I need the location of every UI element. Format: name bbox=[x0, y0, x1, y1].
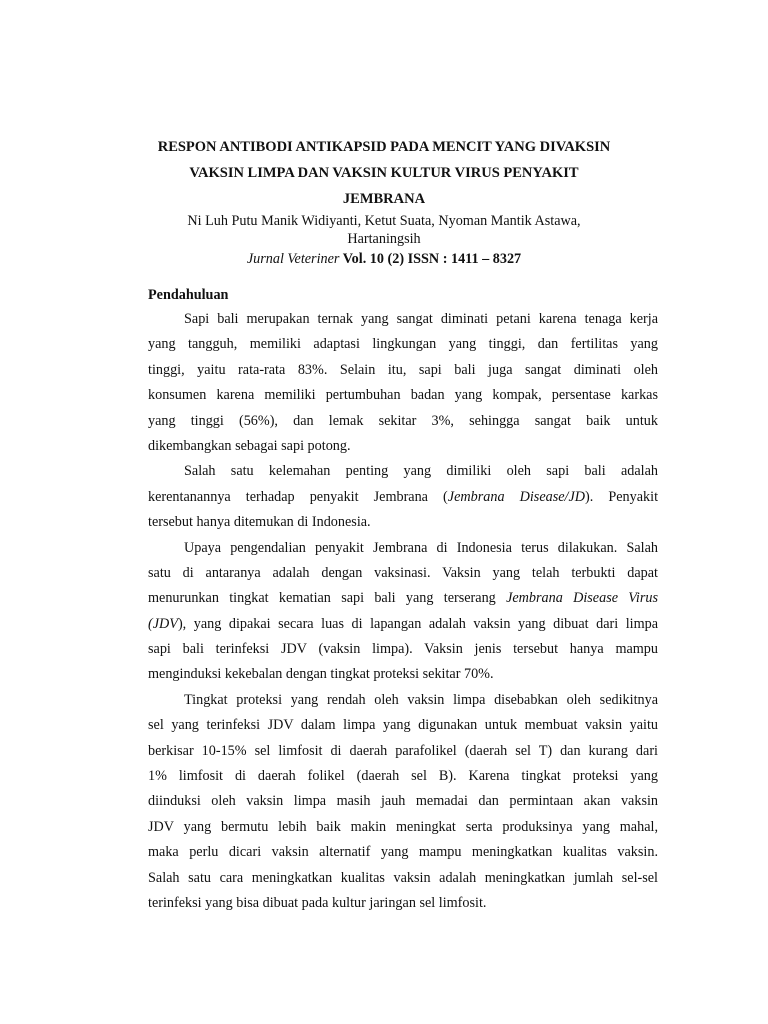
text-line: Upaya pengendalian penyakit Jembrana di Indonesia terus dilakukan. Salah bbox=[184, 539, 658, 556]
title-line-3: JEMBRANA bbox=[342, 191, 426, 207]
text-run-italic: Jembrana Disease/JD bbox=[447, 488, 586, 505]
text-run: ), yang dipakai secara luas di lapangan adalah vaksin yang dibuat dari limpa bbox=[177, 615, 658, 632]
text-line: dikembangkan sebagai sapi potong. bbox=[148, 437, 351, 454]
authors-line-1: Ni Luh Putu Manik Widiyanti, Ketut Suata, Nyoman Mantik Astawa, bbox=[187, 213, 581, 229]
text-line: diinduksi oleh vaksin limpa masih jauh memadai dan permintaan akan vaksin bbox=[148, 793, 658, 810]
paper-title bbox=[110, 134, 658, 212]
text-line: sapi bali terinfeksi JDV (vaksin limpa). Vaksin jenis tersebut hanya mampu bbox=[148, 641, 658, 658]
text-line bbox=[148, 586, 658, 611]
text-line: konsumen karena memiliki pertumbuhan badan yang kompak, persentase karkas bbox=[148, 387, 658, 404]
text-line: Salah satu kelemahan penting yang dimiliki oleh sapi bali adalah bbox=[184, 463, 658, 480]
text-line: sel yang terinfeksi JDV dalam limpa yang digunakan untuk membuat vaksin yaitu bbox=[148, 717, 658, 734]
text-line: Salah satu cara meningkatkan kualitas vaksin adalah meningkatkan jumlah sel-sel bbox=[148, 869, 658, 886]
text-line: yang tinggi (56%), dan lemak sekitar 3%, sehingga sangat baik untuk bbox=[148, 412, 658, 429]
text-line: Sapi bali merupakan ternak yang sangat diminati petani karena tenaga kerja bbox=[184, 311, 658, 327]
text-line bbox=[148, 485, 658, 510]
text-run: kerentanannya terhadap penyakit Jembrana ( bbox=[148, 488, 448, 505]
text-run-italic: (JDV bbox=[148, 615, 178, 632]
author-list bbox=[110, 212, 658, 248]
journal-volume-issn: Vol. 10 (2) ISSN : 1411 – 8327 bbox=[339, 251, 522, 267]
body-text bbox=[148, 307, 658, 916]
text-line: menginduksi kekebalan dengan tingkat proteksi sekitar 70%. bbox=[148, 666, 494, 683]
section-heading: Pendahuluan bbox=[148, 287, 229, 303]
text-line: berkisar 10-15% sel limfosit di daerah parafolikel (daerah sel T) dan kurang dari bbox=[148, 742, 658, 759]
journal-citation bbox=[110, 250, 658, 268]
authors-line-2: Hartaningsih bbox=[347, 231, 421, 247]
text-line: tersebut hanya ditemukan di Indonesia. bbox=[148, 514, 371, 531]
text-run: ). Penyakit bbox=[585, 488, 659, 505]
text-line: Tingkat proteksi yang rendah oleh vaksin limpa disebabkan oleh sedikitnya bbox=[184, 691, 658, 708]
text-line: tinggi, yaitu rata-rata 83%. Selain itu, sapi bali juga sangat diminati oleh bbox=[148, 361, 658, 378]
text-line: 1% limfosit di daerah folikel (daerah sel B). Karena tingkat proteksi yang bbox=[148, 768, 658, 785]
text-line: maka perlu dicari vaksin alternatif yang mampu meningkatkan kualitas vaksin. bbox=[148, 844, 658, 861]
title-line-2: VAKSIN LIMPA DAN VAKSIN KULTUR VIRUS PENYAKIT bbox=[189, 165, 579, 181]
text-line: terinfeksi yang bisa dibuat pada kultur jaringan sel limfosit. bbox=[148, 894, 487, 911]
text-run-italic: Jembrana Disease Virus bbox=[506, 590, 658, 607]
title-line-1: RESPON ANTIBODI ANTIKAPSID PADA MENCIT YANG DIVAKSIN bbox=[157, 139, 611, 155]
text-run: menurunkan tingkat kematian sapi bali yang terserang bbox=[148, 590, 507, 607]
text-line: JDV yang bermutu lebih baik makin meningkat serta produksinya yang mahal, bbox=[148, 818, 658, 835]
text-line bbox=[148, 612, 658, 637]
text-line: satu di antaranya adalah dengan vaksinasi. Vaksin yang telah terbukti dapat bbox=[148, 564, 658, 581]
journal-name: Jurnal Veteriner bbox=[246, 251, 340, 267]
text-line: yang tangguh, memiliki adaptasi lingkungan yang tinggi, dan fertilitas yang bbox=[148, 336, 658, 353]
